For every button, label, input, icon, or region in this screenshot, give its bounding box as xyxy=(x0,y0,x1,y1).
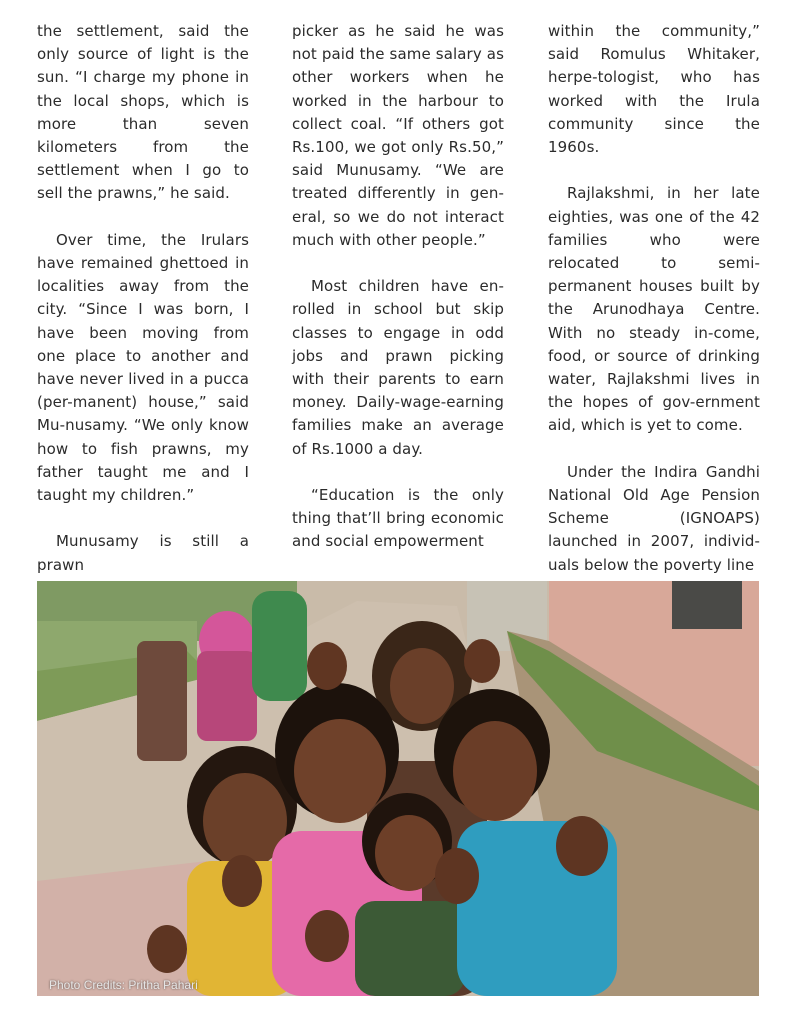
photo-credit: Photo Credits: Pritha Pahari xyxy=(49,978,198,992)
paragraph: Most children have en-rolled in school but skip classes to engage in odd jobs and prawn picking with their parents to earn money. Daily-wage-earning families make an average of Rs.1000 a day. xyxy=(292,277,504,458)
paragraph: picker as he said he was not paid the same salary as other workers when he worked in the harbour to collect coal. “If others got Rs.100, we got only Rs.50,” said Munusamy. “We are treated differently in gen-eral, so we do not interact much with other people.” xyxy=(292,22,504,249)
paragraph: Rajlakshmi, in her late eighties, was one of the 42 families who were relocated to semi-permanent houses built by the Arunodhaya Centre. With no steady in-come, food, or source of drinking water, Rajlakshmi lives in the hopes of gov-ernment aid, which is yet to come. xyxy=(548,184,760,435)
paragraph: Munusamy is still a prawn xyxy=(37,532,249,574)
paragraph: Under the Indira Gandhi National Old Age Pension Scheme (IGNOAPS) launched in 2007, individ-uals below the poverty line xyxy=(548,462,760,574)
paragraph: Over time, the Irulars have remained ghettoed in localities away from the city. “Since I was born, I have been moving from one place to another and have never lived in a pucca (per-manent) house,” said Mu-nusamy. “We only know how to fish prawns, my father taught me and I taught my children.” xyxy=(37,230,249,505)
children-photo xyxy=(37,581,759,996)
paragraph: “Education is the only thing that’ll bring economic and social empowerment xyxy=(292,486,504,551)
article-column-3 xyxy=(548,20,760,600)
article-column-1 xyxy=(37,20,249,600)
photo-illustration xyxy=(37,581,759,996)
paragraph: within the community,” said Romulus Whitaker, herpe-tologist, who has worked with the Irula community since the 1960s. xyxy=(548,22,760,157)
article-column-2 xyxy=(292,20,504,577)
paragraph: the settlement, said the only source of light is the sun. “I charge my phone in the local shops, which is more than seven kilometers from the settlement when I go to sell the prawns,” he said. xyxy=(37,22,249,203)
